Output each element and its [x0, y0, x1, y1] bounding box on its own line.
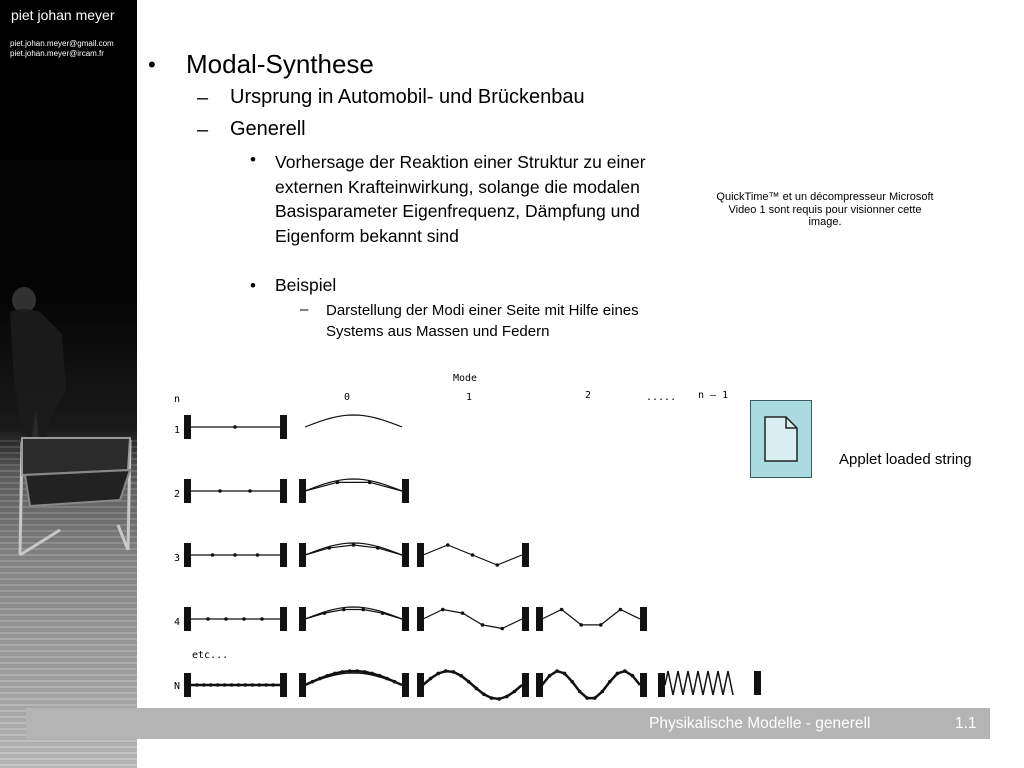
mass-point: [608, 680, 612, 684]
string-line: [542, 671, 640, 698]
mass-point: [230, 683, 234, 687]
string-line: [542, 609, 640, 624]
dash-marker: –: [197, 119, 209, 141]
mass-point: [490, 696, 494, 700]
mass-point: [505, 695, 509, 699]
column-label-1: 1: [466, 392, 473, 403]
wall-block: [536, 673, 543, 697]
wall-block: [658, 673, 665, 697]
bullet-modal-synthese: Modal-Synthese: [186, 49, 374, 79]
wall-block: [754, 671, 761, 695]
mass-point: [202, 683, 206, 687]
string-shapes: [184, 415, 761, 701]
mass-point: [233, 553, 237, 557]
wall-block: [522, 607, 529, 631]
wall-block: [536, 607, 543, 631]
row-label-4: 4: [174, 617, 181, 628]
mass-point: [237, 683, 241, 687]
mass-point: [548, 674, 552, 678]
zigzag-mode: [665, 671, 733, 695]
mass-point: [495, 563, 499, 567]
mass-point: [446, 543, 450, 547]
string-line: [423, 609, 522, 628]
wall-block: [299, 607, 306, 631]
mass-point: [570, 680, 574, 684]
mass-point: [623, 669, 627, 673]
wall-block: [184, 607, 191, 631]
column-label-2: 2: [585, 390, 592, 401]
mass-point: [211, 553, 215, 557]
wall-block: [417, 607, 424, 631]
wall-block: [417, 543, 424, 567]
page-number: 1.1: [955, 715, 977, 732]
wall-block: [522, 673, 529, 697]
mass-point: [209, 683, 213, 687]
mass-point: [513, 690, 517, 694]
footer-bar: [26, 708, 990, 739]
row-label-3: 3: [174, 553, 181, 564]
wall-block: [280, 543, 287, 567]
wall-block: [522, 543, 529, 567]
author-email-gmail: piet.johan.meyer@gmail.com: [10, 39, 114, 48]
quicktime-missing-message: QuickTime™ et un décompresseur Microsoft Video 1 sont requis pour visionner cette image.: [716, 191, 934, 228]
mass-point: [223, 683, 227, 687]
mass-point: [242, 617, 246, 621]
mass-point: [585, 696, 589, 700]
diagram-title: Mode: [453, 373, 478, 384]
mass-point: [355, 669, 359, 673]
mass-point: [218, 489, 222, 493]
wall-block: [280, 673, 287, 697]
wall-block: [184, 543, 191, 567]
mass-point: [257, 683, 261, 687]
column-label-dots: .....: [646, 392, 677, 403]
mass-point: [619, 608, 623, 612]
row-label-n: N: [174, 681, 181, 692]
author-email-ircam: piet.johan.meyer@ircam.fr: [10, 49, 104, 58]
wall-block: [402, 543, 409, 567]
mass-point: [251, 683, 255, 687]
mass-point: [467, 680, 471, 684]
bullet-vorhersage: Vorhersage der Reaktion einer Struktur zu einer externen Krafteinwirkung, solange die modalen Basisparameter Eigenfrequenz, Dämpfung und Eigenform bekannt sind: [275, 152, 646, 246]
bullet-darstellung: Darstellung der Modi einer Seite mit Hilfe eines Systems aus Massen und Federn: [326, 302, 639, 340]
mass-point: [260, 617, 264, 621]
string-line: [305, 482, 402, 491]
mass-point: [452, 670, 456, 674]
wall-block: [402, 673, 409, 697]
mass-point: [497, 697, 501, 701]
dash-marker: –: [197, 87, 209, 109]
mass-point: [352, 543, 356, 547]
string-arch: [305, 479, 402, 491]
mass-point: [475, 687, 479, 691]
wall-block: [280, 607, 287, 631]
mass-point: [471, 553, 475, 557]
mass-point: [233, 425, 237, 429]
applet-label: Applet loaded string: [839, 451, 972, 468]
mass-point: [348, 669, 352, 673]
mass-point: [436, 672, 440, 676]
wall-block: [402, 479, 409, 503]
mass-point: [500, 627, 504, 631]
row-label-2: 2: [174, 489, 181, 500]
mass-point: [195, 683, 199, 687]
wall-block: [299, 479, 306, 503]
wall-block: [184, 479, 191, 503]
string-line: [423, 671, 522, 699]
mass-point: [560, 608, 564, 612]
etc-label: etc...: [192, 650, 229, 661]
wall-block: [640, 607, 647, 631]
bullet-marker: •: [250, 150, 256, 169]
diagram-row-header: n: [174, 394, 181, 405]
mass-point: [599, 623, 603, 627]
string-line: [305, 609, 402, 619]
mass-point: [563, 672, 567, 676]
mass-point: [256, 553, 260, 557]
bullet-marker: •: [250, 276, 256, 295]
mass-point: [441, 608, 445, 612]
mass-point: [601, 690, 605, 694]
mass-point: [481, 623, 485, 627]
bullet-ursprung: Ursprung in Automobil- und Brückenbau: [230, 86, 585, 108]
string-arch: [305, 415, 402, 427]
wall-block: [184, 415, 191, 439]
wall-block: [417, 673, 424, 697]
mass-point: [579, 623, 583, 627]
mass-point: [429, 677, 433, 681]
mass-point: [271, 683, 275, 687]
wall-block: [280, 479, 287, 503]
column-label-0: 0: [344, 392, 351, 403]
wall-block: [640, 673, 647, 697]
wall-block: [299, 543, 306, 567]
mass-point: [555, 669, 559, 673]
mass-point: [216, 683, 220, 687]
mass-point: [631, 674, 635, 678]
footer-title: Physikalische Modelle - generell: [649, 715, 871, 732]
mass-spring-modes-diagram: [170, 365, 770, 705]
mass-point: [459, 674, 463, 678]
mass-point: [244, 683, 248, 687]
mass-point: [593, 696, 597, 700]
mass-point: [206, 617, 210, 621]
mass-point: [264, 683, 268, 687]
wall-block: [299, 673, 306, 697]
mass-point: [578, 690, 582, 694]
column-label-n-1: n – 1: [698, 390, 729, 401]
bullet-marker: •: [148, 52, 156, 77]
mass-point: [248, 489, 252, 493]
bullet-beispiel: Beispiel: [275, 275, 337, 295]
mass-point: [482, 692, 486, 696]
author-name: piet johan meyer: [11, 7, 115, 23]
mass-point: [224, 617, 228, 621]
person-chair-photo: [0, 270, 137, 570]
sidebar-photo: [0, 0, 137, 768]
mass-point: [616, 672, 620, 676]
mass-point: [461, 611, 465, 615]
bullet-generell: Generell: [230, 118, 306, 140]
string-arch: [305, 607, 402, 619]
dash-marker: –: [300, 301, 309, 318]
wall-block: [280, 415, 287, 439]
wall-block: [402, 607, 409, 631]
string-arch: [305, 673, 402, 685]
wall-block: [184, 673, 191, 697]
mass-point: [444, 669, 448, 673]
row-label-1: 1: [174, 425, 181, 436]
